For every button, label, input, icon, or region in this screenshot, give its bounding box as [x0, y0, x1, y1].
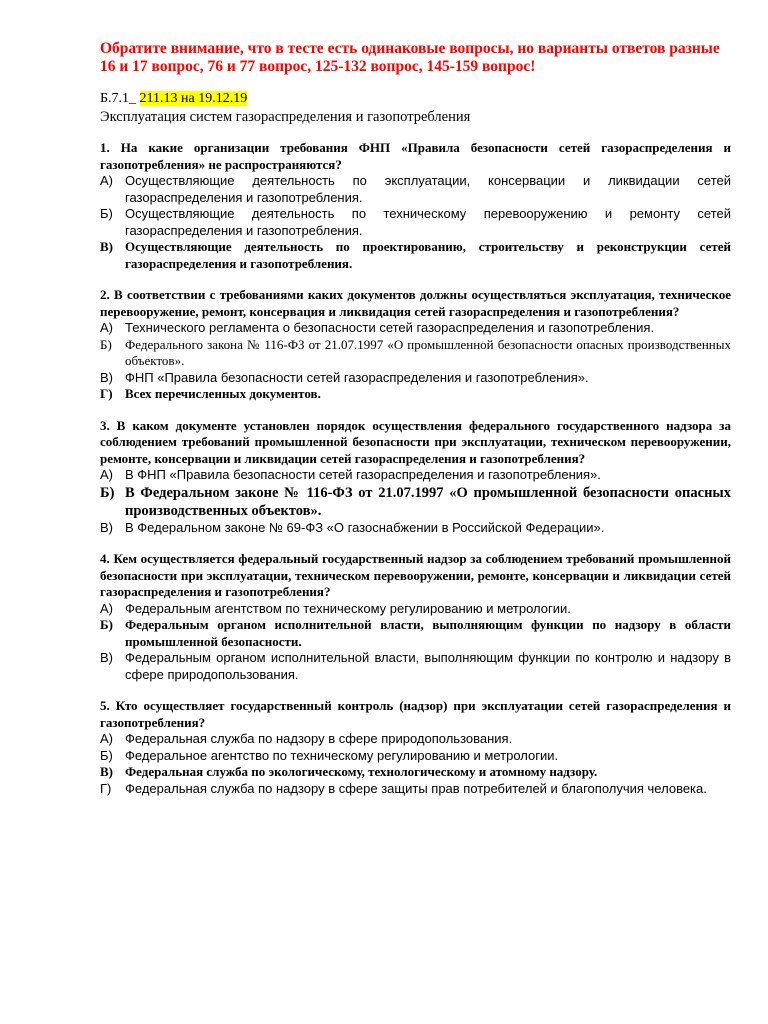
option-text: Федеральная служба по надзору в сфере природопользования. — [125, 731, 513, 746]
option-label: А) — [100, 173, 113, 188]
option-text: ФНП «Правила безопасности сетей газораспределения и газопотребления». — [125, 369, 589, 385]
answer-option-correct — [100, 386, 731, 403]
answer-option — [100, 650, 731, 683]
answer-option — [100, 601, 731, 618]
option-text: В Федеральном законе № 116-ФЗ от 21.07.1997 «О промышленной безопасности опасных производственных объектов». — [125, 484, 731, 519]
answer-option — [100, 781, 731, 798]
option-label: Б) — [100, 617, 113, 632]
option-text: Федеральная служба по надзору в сфере защиты прав потребителей и благополучия человека. — [125, 780, 707, 796]
option-label: А) — [100, 731, 113, 746]
option-text: Федеральная служба по экологическому, технологическому и атомному надзору. — [125, 764, 598, 779]
question-text: 4. Кем осуществляется федеральный государственный надзор за соблюдением требований промышленной безопасности при эксплуатации, техническом перевооружении, ремонте, консервации и ликвидации сетей газораспределения и газопотребления? — [100, 551, 731, 599]
answer-option — [100, 520, 731, 537]
answer-options — [100, 601, 731, 684]
subject-title: Эксплуатация систем газораспределения и газопотребления — [100, 109, 471, 125]
option-text: Федеральным органом исполнительной власти, выполняющим функции по контролю и надзору в сфере природопользования. — [125, 650, 731, 682]
answer-option-correct — [100, 617, 731, 650]
answer-option — [100, 748, 731, 765]
option-text: Федерального закона № 116-ФЗ от 21.07.1997 «О промышленной безопасности опасных производственных объектов». — [125, 336, 731, 368]
option-label: А) — [100, 600, 113, 616]
question-block — [100, 698, 731, 797]
option-text: В Федеральном законе № 69-ФЗ «О газоснабжении в Российской Федерации». — [125, 519, 605, 535]
question-text: 1. На какие организации требования ФНП «Правила безопасности сетей газораспределения и газопотребления» не распространяются? — [100, 140, 731, 172]
warning-notice: Обратите внимание, что в тесте есть одинаковые вопросы, но варианты ответов разные 16 и 17 вопрос, 76 и 77 вопрос, 125-132 вопрос, 145-159 вопрос! — [100, 40, 720, 75]
answer-option — [100, 320, 731, 337]
question-block — [100, 551, 731, 683]
option-label: В) — [100, 239, 113, 254]
option-text: Федеральным агентством по техническому регулированию и метрологии. — [125, 600, 571, 616]
answer-options — [100, 467, 731, 536]
option-text: Осуществляющие деятельность по техническому перевооружению и ремонту сетей газораспределения и газопотребления. — [125, 206, 731, 238]
answer-option-correct — [100, 484, 731, 520]
option-text: В ФНП «Правила безопасности сетей газораспределения и газопотребления». — [125, 467, 601, 482]
option-label: Г) — [100, 386, 113, 401]
option-text: Технического регламента о безопасности сетей газораспределения и газопотребления. — [125, 320, 655, 335]
question-list — [100, 140, 731, 797]
answer-option — [100, 173, 731, 206]
test-code-prefix: Б.7.1_ — [100, 91, 137, 106]
answer-option — [100, 370, 731, 387]
question-text: 3. В каком документе установлен порядок осуществления федерального государственного надзора за соблюдением требований промышленной безопасности при эксплуатации, техническом перевооружении, ремонте, консервации и ликвидации сетей газораспределения и газопотребления? — [100, 417, 731, 466]
question-block — [100, 418, 731, 537]
option-text: Федеральным органом исполнительной власти, выполняющим функции по надзору в области промышленной безопасности. — [125, 617, 731, 649]
question-block — [100, 140, 731, 272]
option-label: В) — [100, 519, 113, 535]
option-label: Б) — [100, 206, 113, 221]
answer-options — [100, 320, 731, 403]
option-label: В) — [100, 369, 113, 385]
answer-option — [100, 467, 731, 484]
option-label: В) — [100, 650, 113, 665]
option-label: А) — [100, 467, 113, 482]
answer-option — [100, 206, 731, 239]
option-label: Г) — [100, 780, 112, 796]
question-text: 2. В соответствии с требованиями каких документов должны осуществляться эксплуатация, техническое перевооружение, ремонт, консервация и ликвидация сетей газораспределения и газопотребления? — [100, 287, 731, 319]
answer-option-correct — [100, 764, 731, 781]
answer-option-correct — [100, 239, 731, 272]
question-text: 5. Кто осуществляет государственный контроль (надзор) при эксплуатации сетей газораспределения и газопотребления? — [100, 698, 731, 730]
option-label: Б) — [100, 484, 115, 501]
option-text: Всех перечисленных документов. — [125, 386, 321, 401]
test-code — [100, 90, 731, 108]
test-code-highlight: 211.13 на 19.12.19 — [139, 91, 248, 106]
option-text: Федеральное агентство по техническому регулированию и метрологии. — [125, 747, 559, 763]
document-page — [100, 40, 731, 812]
answer-options — [100, 731, 731, 797]
answer-option — [100, 731, 731, 748]
option-label: А) — [100, 320, 113, 335]
option-text: Осуществляющие деятельность по эксплуатации, консервации и ликвидации сетей газораспределения и газопотребления. — [125, 173, 731, 205]
option-label: Б) — [100, 747, 113, 763]
option-label: Б) — [100, 336, 112, 352]
option-label: В) — [100, 764, 113, 779]
answer-option — [100, 337, 731, 370]
question-block — [100, 287, 731, 403]
answer-options — [100, 173, 731, 272]
option-text: Осуществляющие деятельность по проектированию, строительству и реконструкции сетей газораспределения и газопотребления. — [125, 239, 731, 271]
